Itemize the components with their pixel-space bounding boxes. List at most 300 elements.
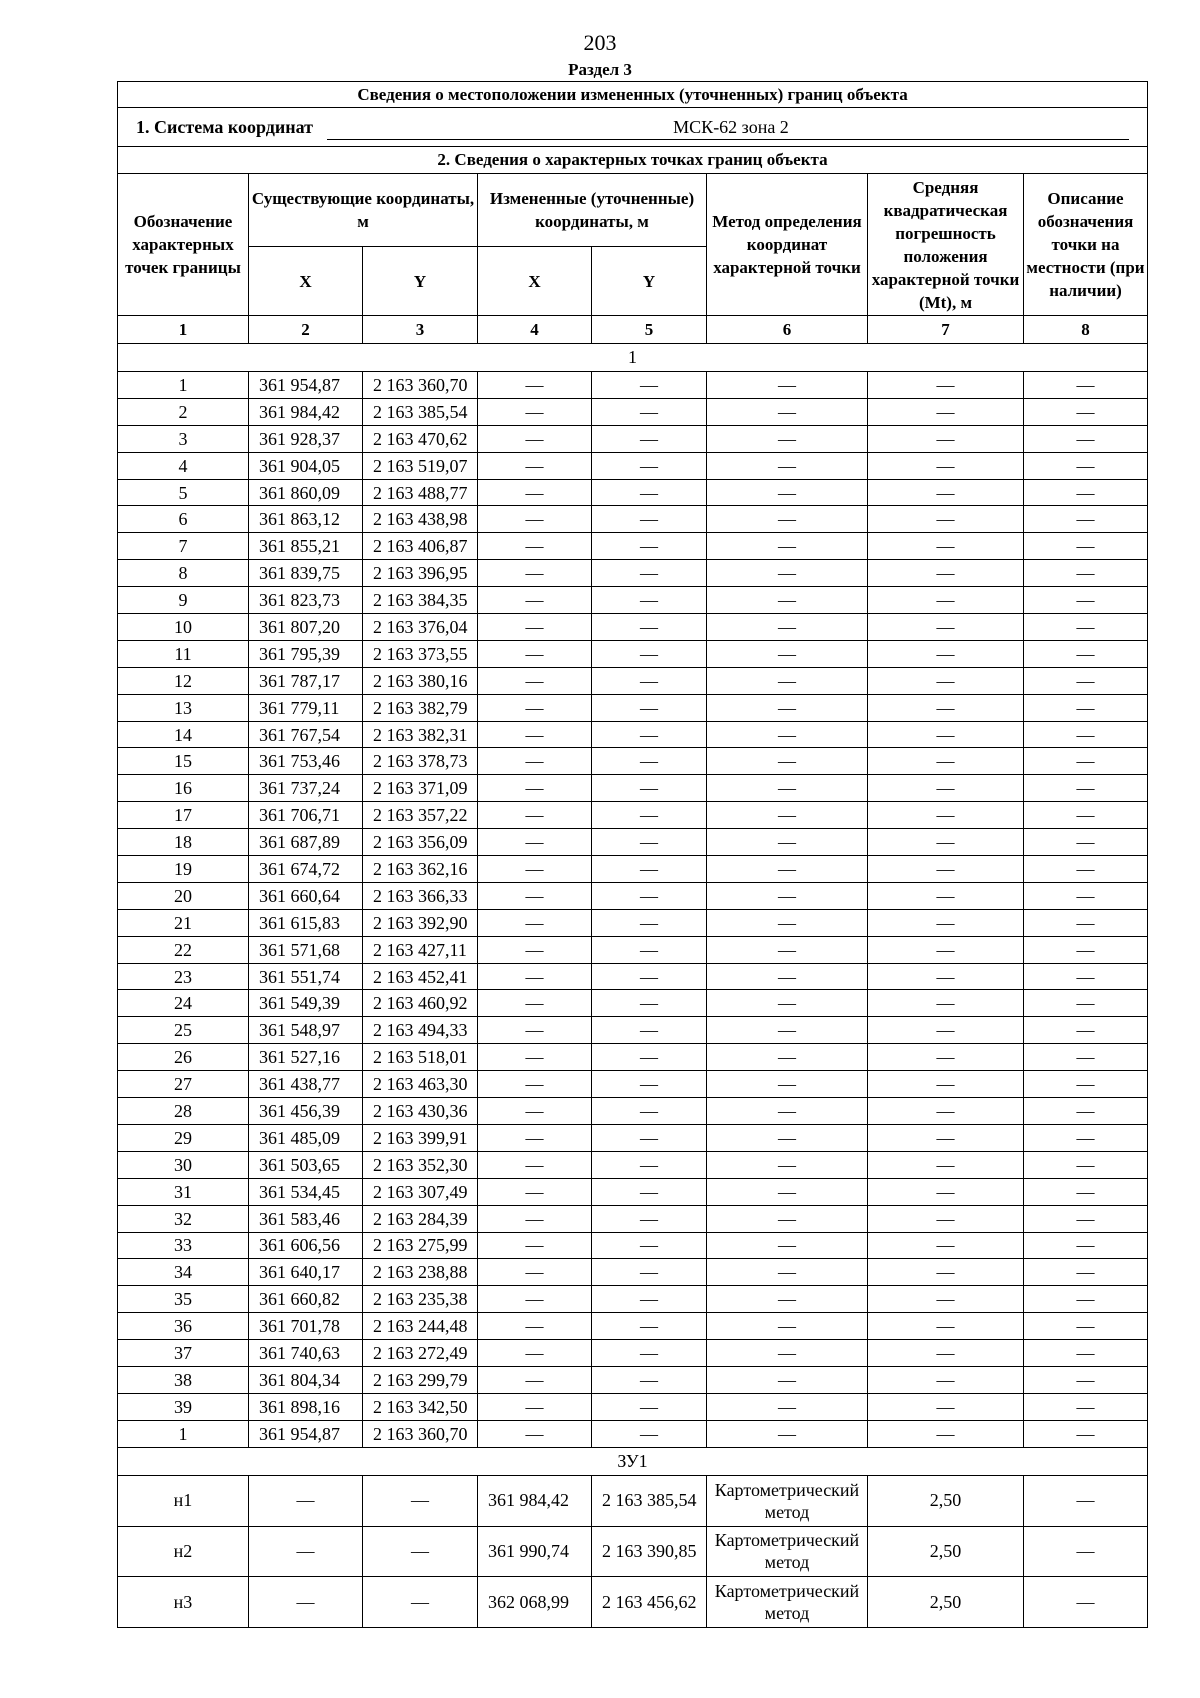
error-cell: — — [868, 936, 1024, 963]
changed-y: — — [592, 1232, 707, 1259]
header-method: Метод определения координат характерной точки — [707, 174, 868, 316]
description-cell: — — [1024, 963, 1148, 990]
header-changed: Измененные (уточненные) координаты, м — [478, 174, 707, 247]
changed-y: — — [592, 1313, 707, 1340]
existing-x: 361 839,75 — [249, 560, 363, 587]
method-cell: — — [707, 614, 868, 641]
method-cell: — — [707, 694, 868, 721]
point-designation: 36 — [118, 1313, 249, 1340]
error-cell: — — [868, 882, 1024, 909]
table-row — [118, 479, 1148, 506]
table-row — [118, 1232, 1148, 1259]
point-designation: 34 — [118, 1259, 249, 1286]
header-existing-x: X — [249, 247, 363, 316]
existing-x: — — [249, 1475, 363, 1526]
changed-x: — — [478, 398, 592, 425]
changed-x: — — [478, 1017, 592, 1044]
existing-y: 2 163 362,16 — [363, 856, 478, 883]
method-cell: — — [707, 1393, 868, 1420]
table-row — [118, 694, 1148, 721]
existing-x: 361 753,46 — [249, 748, 363, 775]
point-designation: 15 — [118, 748, 249, 775]
point-designation: 16 — [118, 775, 249, 802]
existing-y: 2 163 519,07 — [363, 452, 478, 479]
description-cell: — — [1024, 560, 1148, 587]
changed-x: — — [478, 1393, 592, 1420]
existing-y: 2 163 427,11 — [363, 936, 478, 963]
existing-x: 361 549,39 — [249, 990, 363, 1017]
existing-y: — — [363, 1577, 478, 1628]
existing-y: 2 163 284,39 — [363, 1205, 478, 1232]
point-designation: 30 — [118, 1151, 249, 1178]
existing-x: 361 583,46 — [249, 1205, 363, 1232]
existing-y: 2 163 470,62 — [363, 425, 478, 452]
changed-x: — — [478, 1178, 592, 1205]
column-number: 8 — [1024, 316, 1148, 344]
existing-y: 2 163 299,79 — [363, 1366, 478, 1393]
existing-y: 2 163 360,70 — [363, 1420, 478, 1447]
table-row — [118, 587, 1148, 614]
existing-x: 361 855,21 — [249, 533, 363, 560]
column-number: 6 — [707, 316, 868, 344]
method-cell: — — [707, 1017, 868, 1044]
existing-x: 361 928,37 — [249, 425, 363, 452]
existing-x: 361 804,34 — [249, 1366, 363, 1393]
description-cell: — — [1024, 1313, 1148, 1340]
table-row — [118, 882, 1148, 909]
method-cell: — — [707, 398, 868, 425]
description-cell: — — [1024, 748, 1148, 775]
existing-x: 361 984,42 — [249, 398, 363, 425]
existing-y: 2 163 382,79 — [363, 694, 478, 721]
method-cell: — — [707, 372, 868, 399]
existing-x: 361 456,39 — [249, 1098, 363, 1125]
method-cell: — — [707, 1178, 868, 1205]
point-designation: 7 — [118, 533, 249, 560]
error-cell: 2,50 — [868, 1475, 1024, 1526]
method-cell: — — [707, 1124, 868, 1151]
error-cell: — — [868, 909, 1024, 936]
column-number: 2 — [249, 316, 363, 344]
existing-y: 2 163 399,91 — [363, 1124, 478, 1151]
existing-x: 361 660,82 — [249, 1286, 363, 1313]
existing-x: 361 954,87 — [249, 1420, 363, 1447]
error-cell: — — [868, 1259, 1024, 1286]
existing-y: 2 163 380,16 — [363, 667, 478, 694]
points-caption: 2. Сведения о характерных точках границ объекта — [118, 147, 1148, 174]
existing-y: 2 163 396,95 — [363, 560, 478, 587]
existing-y: 2 163 385,54 — [363, 398, 478, 425]
changed-y: — — [592, 1044, 707, 1071]
description-cell: — — [1024, 802, 1148, 829]
method-cell: — — [707, 775, 868, 802]
description-cell: — — [1024, 1393, 1148, 1420]
changed-y: — — [592, 1017, 707, 1044]
table-row — [118, 1124, 1148, 1151]
existing-y: 2 163 494,33 — [363, 1017, 478, 1044]
error-cell: — — [868, 667, 1024, 694]
existing-y: 2 163 356,09 — [363, 829, 478, 856]
changed-y: — — [592, 990, 707, 1017]
description-cell: — — [1024, 1366, 1148, 1393]
changed-y: — — [592, 1393, 707, 1420]
error-cell: — — [868, 587, 1024, 614]
changed-x: — — [478, 1205, 592, 1232]
group-label: ЗУ1 — [118, 1447, 1148, 1475]
changed-x: — — [478, 936, 592, 963]
error-cell: — — [868, 856, 1024, 883]
error-cell: — — [868, 1420, 1024, 1447]
changed-x: — — [478, 587, 592, 614]
point-designation: 31 — [118, 1178, 249, 1205]
header-error: Средняя квадратическая погрешность положения характерной точки (Mt), м — [868, 174, 1024, 316]
error-cell: 2,50 — [868, 1577, 1024, 1628]
changed-y: — — [592, 425, 707, 452]
description-cell: — — [1024, 1475, 1148, 1526]
point-designation: 2 — [118, 398, 249, 425]
table-row — [118, 1420, 1148, 1447]
error-cell: — — [868, 1366, 1024, 1393]
header-description: Описание обозначения точки на местности (при наличии) — [1024, 174, 1148, 316]
table-row — [118, 1340, 1148, 1367]
group-header-row — [118, 1447, 1148, 1475]
changed-y: 2 163 385,54 — [592, 1475, 707, 1526]
point-designation: 4 — [118, 452, 249, 479]
point-designation: 28 — [118, 1098, 249, 1125]
method-cell: — — [707, 856, 868, 883]
changed-x: — — [478, 694, 592, 721]
group-label: 1 — [118, 344, 1148, 372]
point-designation: 33 — [118, 1232, 249, 1259]
method-cell: — — [707, 1151, 868, 1178]
table-row — [118, 1286, 1148, 1313]
table-row — [118, 1017, 1148, 1044]
method-cell: — — [707, 1205, 868, 1232]
method-cell: — — [707, 1259, 868, 1286]
existing-x: 361 767,54 — [249, 721, 363, 748]
method-cell: — — [707, 667, 868, 694]
changed-y: — — [592, 963, 707, 990]
changed-x: — — [478, 990, 592, 1017]
table-row — [118, 1044, 1148, 1071]
existing-y: 2 163 382,31 — [363, 721, 478, 748]
table-row — [118, 1071, 1148, 1098]
coord-system-label: 1. Система координат — [136, 116, 313, 137]
table-row — [118, 775, 1148, 802]
point-designation: 9 — [118, 587, 249, 614]
method-cell: — — [707, 533, 868, 560]
method-cell: — — [707, 1366, 868, 1393]
method-cell: — — [707, 882, 868, 909]
method-cell: — — [707, 1232, 868, 1259]
table-row — [118, 372, 1148, 399]
changed-x: 361 990,74 — [478, 1526, 592, 1577]
header-changed-y: Y — [592, 247, 707, 316]
point-designation: 12 — [118, 667, 249, 694]
changed-x: — — [478, 1313, 592, 1340]
existing-x: 361 485,09 — [249, 1124, 363, 1151]
point-designation: 32 — [118, 1205, 249, 1232]
point-designation: 21 — [118, 909, 249, 936]
method-cell: — — [707, 452, 868, 479]
point-designation: 11 — [118, 640, 249, 667]
changed-y: — — [592, 802, 707, 829]
changed-y: — — [592, 506, 707, 533]
existing-y: 2 163 272,49 — [363, 1340, 478, 1367]
existing-y: 2 163 378,73 — [363, 748, 478, 775]
method-cell: Картометрический метод — [707, 1577, 868, 1628]
description-cell: — — [1024, 829, 1148, 856]
existing-y: 2 163 342,50 — [363, 1393, 478, 1420]
description-cell: — — [1024, 425, 1148, 452]
existing-x: — — [249, 1526, 363, 1577]
changed-x: — — [478, 425, 592, 452]
method-cell: — — [707, 748, 868, 775]
column-number: 7 — [868, 316, 1024, 344]
existing-x: 361 737,24 — [249, 775, 363, 802]
method-cell: — — [707, 506, 868, 533]
changed-y: — — [592, 452, 707, 479]
table-row — [118, 990, 1148, 1017]
error-cell: — — [868, 479, 1024, 506]
point-designation: 17 — [118, 802, 249, 829]
error-cell: — — [868, 533, 1024, 560]
error-cell: — — [868, 1340, 1024, 1367]
existing-x: 361 503,65 — [249, 1151, 363, 1178]
error-cell: — — [868, 963, 1024, 990]
description-cell: — — [1024, 1205, 1148, 1232]
description-cell: — — [1024, 587, 1148, 614]
existing-y: 2 163 366,33 — [363, 882, 478, 909]
changed-y: 2 163 456,62 — [592, 1577, 707, 1628]
method-cell: — — [707, 1313, 868, 1340]
error-cell: — — [868, 802, 1024, 829]
table-row — [118, 1259, 1148, 1286]
changed-y: — — [592, 936, 707, 963]
changed-y: — — [592, 479, 707, 506]
header-changed-x: X — [478, 247, 592, 316]
point-designation: 23 — [118, 963, 249, 990]
point-designation: 24 — [118, 990, 249, 1017]
column-number: 5 — [592, 316, 707, 344]
error-cell: — — [868, 1098, 1024, 1125]
changed-x: — — [478, 372, 592, 399]
existing-y: — — [363, 1475, 478, 1526]
changed-y: — — [592, 829, 707, 856]
header-existing-y: Y — [363, 247, 478, 316]
error-cell: — — [868, 721, 1024, 748]
table-row — [118, 1205, 1148, 1232]
coord-system-value: МСК-62 зона 2 — [327, 115, 1129, 140]
changed-y: — — [592, 1098, 707, 1125]
existing-x: 361 807,20 — [249, 614, 363, 641]
error-cell: — — [868, 398, 1024, 425]
changed-x: — — [478, 1151, 592, 1178]
changed-x: 361 984,42 — [478, 1475, 592, 1526]
changed-y: — — [592, 721, 707, 748]
point-designation: 39 — [118, 1393, 249, 1420]
existing-x: 361 779,11 — [249, 694, 363, 721]
existing-x: 361 571,68 — [249, 936, 363, 963]
existing-y: 2 163 430,36 — [363, 1098, 478, 1125]
changed-y: — — [592, 587, 707, 614]
changed-x: — — [478, 479, 592, 506]
point-designation: 37 — [118, 1340, 249, 1367]
method-cell: — — [707, 936, 868, 963]
description-cell: — — [1024, 1044, 1148, 1071]
existing-y: 2 163 438,98 — [363, 506, 478, 533]
existing-y: 2 163 452,41 — [363, 963, 478, 990]
existing-x: 361 548,97 — [249, 1017, 363, 1044]
point-designation: 5 — [118, 479, 249, 506]
changed-x: — — [478, 1259, 592, 1286]
method-cell: — — [707, 479, 868, 506]
existing-x: — — [249, 1577, 363, 1628]
method-cell: — — [707, 909, 868, 936]
description-cell: — — [1024, 1098, 1148, 1125]
changed-x: — — [478, 1071, 592, 1098]
existing-x: 361 863,12 — [249, 506, 363, 533]
changed-x: 362 068,99 — [478, 1577, 592, 1628]
changed-x: — — [478, 560, 592, 587]
changed-x: — — [478, 506, 592, 533]
point-designation: 35 — [118, 1286, 249, 1313]
description-cell: — — [1024, 1340, 1148, 1367]
point-designation: 13 — [118, 694, 249, 721]
error-cell: — — [868, 1124, 1024, 1151]
description-cell: — — [1024, 1178, 1148, 1205]
existing-y: 2 163 238,88 — [363, 1259, 478, 1286]
error-cell: — — [868, 1071, 1024, 1098]
table-row — [118, 1178, 1148, 1205]
error-cell: — — [868, 1393, 1024, 1420]
changed-x: — — [478, 775, 592, 802]
changed-x: — — [478, 1286, 592, 1313]
error-cell: — — [868, 452, 1024, 479]
table-row — [118, 1366, 1148, 1393]
table-row — [118, 1526, 1148, 1577]
changed-y: 2 163 390,85 — [592, 1526, 707, 1577]
existing-x: 361 898,16 — [249, 1393, 363, 1420]
description-cell: — — [1024, 1259, 1148, 1286]
error-cell: — — [868, 1205, 1024, 1232]
description-cell: — — [1024, 1526, 1148, 1577]
changed-y: — — [592, 640, 707, 667]
error-cell: — — [868, 1286, 1024, 1313]
description-cell: — — [1024, 372, 1148, 399]
changed-y: — — [592, 1286, 707, 1313]
description-cell: — — [1024, 775, 1148, 802]
changed-y: — — [592, 533, 707, 560]
header-existing: Существующие координаты, м — [249, 174, 478, 247]
existing-y: 2 163 488,77 — [363, 479, 478, 506]
changed-y: — — [592, 398, 707, 425]
changed-x: — — [478, 1366, 592, 1393]
method-cell: — — [707, 1071, 868, 1098]
point-designation: н3 — [118, 1577, 249, 1628]
existing-x: 361 438,77 — [249, 1071, 363, 1098]
table-caption: Сведения о местоположении измененных (уточненных) границ объекта — [118, 82, 1148, 108]
changed-y: — — [592, 1124, 707, 1151]
table-row — [118, 506, 1148, 533]
existing-y: 2 163 406,87 — [363, 533, 478, 560]
table-row — [118, 721, 1148, 748]
table-row — [118, 614, 1148, 641]
table-row — [118, 640, 1148, 667]
point-designation: 18 — [118, 829, 249, 856]
error-cell: — — [868, 560, 1024, 587]
point-designation: 10 — [118, 614, 249, 641]
error-cell: — — [868, 1017, 1024, 1044]
column-number: 4 — [478, 316, 592, 344]
description-cell: — — [1024, 1232, 1148, 1259]
existing-y: 2 163 376,04 — [363, 614, 478, 641]
existing-y: 2 163 463,30 — [363, 1071, 478, 1098]
existing-y: 2 163 352,30 — [363, 1151, 478, 1178]
description-cell: — — [1024, 667, 1148, 694]
changed-x: — — [478, 856, 592, 883]
error-cell: — — [868, 425, 1024, 452]
section-title: Раздел 3 — [568, 60, 632, 79]
description-cell: — — [1024, 614, 1148, 641]
existing-x: 361 706,71 — [249, 802, 363, 829]
changed-x: — — [478, 667, 592, 694]
existing-x: 361 954,87 — [249, 372, 363, 399]
error-cell: — — [868, 990, 1024, 1017]
existing-x: 361 615,83 — [249, 909, 363, 936]
point-designation: 38 — [118, 1366, 249, 1393]
existing-x: 361 823,73 — [249, 587, 363, 614]
description-cell: — — [1024, 1286, 1148, 1313]
changed-y: — — [592, 667, 707, 694]
description-cell: — — [1024, 479, 1148, 506]
point-designation: н1 — [118, 1475, 249, 1526]
description-cell: — — [1024, 398, 1148, 425]
error-cell: — — [868, 640, 1024, 667]
existing-y: 2 163 392,90 — [363, 909, 478, 936]
existing-x: 361 534,45 — [249, 1178, 363, 1205]
description-cell: — — [1024, 1124, 1148, 1151]
method-cell: — — [707, 990, 868, 1017]
existing-x: 361 701,78 — [249, 1313, 363, 1340]
changed-x: — — [478, 1044, 592, 1071]
header-designation: Обозначение характерных точек границы — [118, 174, 249, 316]
changed-x: — — [478, 882, 592, 909]
coord-system-row — [118, 108, 1148, 147]
point-designation: 29 — [118, 1124, 249, 1151]
changed-y: — — [592, 1259, 707, 1286]
existing-y: 2 163 357,22 — [363, 802, 478, 829]
changed-y: — — [592, 1420, 707, 1447]
point-designation: 3 — [118, 425, 249, 452]
group-header-row — [118, 344, 1148, 372]
changed-x: — — [478, 452, 592, 479]
existing-x: 361 640,17 — [249, 1259, 363, 1286]
table-row — [118, 748, 1148, 775]
existing-y: 2 163 384,35 — [363, 587, 478, 614]
table-row — [118, 856, 1148, 883]
table-row — [118, 398, 1148, 425]
existing-x: 361 740,63 — [249, 1340, 363, 1367]
changed-x: — — [478, 640, 592, 667]
changed-y: — — [592, 748, 707, 775]
existing-x: 361 660,64 — [249, 882, 363, 909]
changed-y: — — [592, 1178, 707, 1205]
description-cell: — — [1024, 990, 1148, 1017]
method-cell: — — [707, 425, 868, 452]
table-row — [118, 802, 1148, 829]
existing-x: 361 606,56 — [249, 1232, 363, 1259]
